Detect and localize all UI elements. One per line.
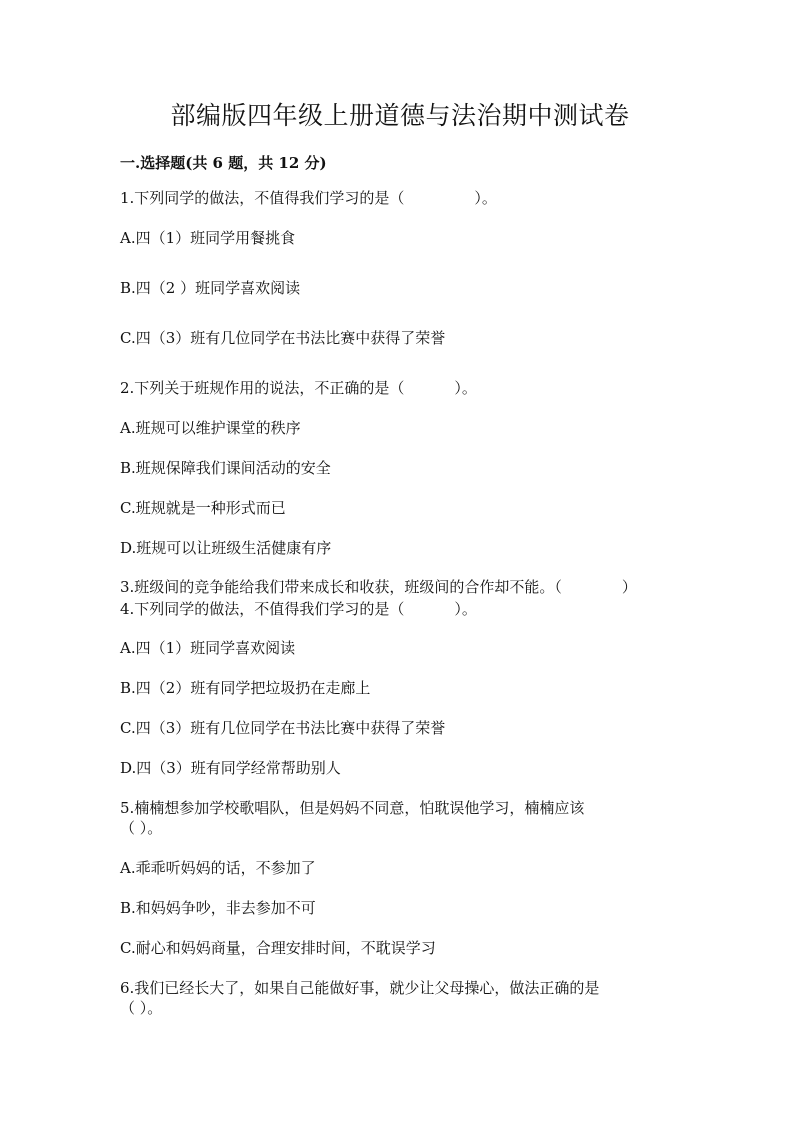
question-1-text: 1.下列同学的做法，不值得我们学习的是（ [120,189,405,207]
question-4-stem [120,599,477,619]
question-2-option-c: C.班规就是一种形式而已 [120,499,286,517]
question-3-text-end: ） [621,578,637,596]
question-4-text: 4.下列同学的做法，不值得我们学习的是（ [120,600,405,618]
question-6-stem-line-1: 6.我们已经长大了，如果自己能做好事，就少让父母操心，做法正确的是 [120,979,600,997]
section-heading: 一.选择题(共 6 题，共 12 分) [120,154,327,172]
question-1-option-b: B.四（2 ）班同学喜欢阅读 [120,279,301,297]
question-4-option-b: B.四（2）班有同学把垃圾扔在走廊上 [120,679,371,697]
question-2-stem [120,378,477,398]
question-2-option-b: B.班规保障我们课间活动的安全 [120,459,331,477]
question-4-option-d: D.四（3）班有同学经常帮助别人 [120,759,341,777]
question-6-stem-line-2: （ ）。 [120,999,163,1017]
question-2-option-d: D.班规可以让班级生活健康有序 [120,539,332,557]
question-5-stem-line-1: 5.楠楠想参加学校歌唱队，但是妈妈不同意，怕耽误他学习，楠楠应该 [120,799,585,817]
question-1-option-a: A.四（1）班同学用餐挑食 [120,229,296,247]
question-2-text-end: ）。 [454,379,477,397]
exam-title: 部编版四年级上册道德与法治期中测试卷 [170,101,630,130]
question-1-text-end: ）。 [474,189,497,207]
question-2-text: 2.下列关于班规作用的说法，不正确的是（ [120,379,405,397]
question-5-stem-line-2: （ ）。 [120,819,163,837]
question-3-stem [120,577,637,597]
question-5-option-c: C.耐心和妈妈商量，合理安排时间，不耽误学习 [120,939,436,957]
question-5-option-a: A.乖乖听妈妈的话，不参加了 [120,859,316,877]
question-1-stem [120,188,497,208]
question-3-text: 3.班级间的竞争能给我们带来成长和收获，班级间的合作却不能。（ [120,578,562,596]
question-4-option-c: C.四（3）班有几位同学在书法比赛中获得了荣誉 [120,719,446,737]
question-4-option-a: A.四（1）班同学喜欢阅读 [120,639,296,657]
question-5-option-b: B.和妈妈争吵，非去参加不可 [120,899,316,917]
question-1-option-c: C.四（3）班有几位同学在书法比赛中获得了荣誉 [120,329,446,347]
question-4-text-end: ）。 [454,600,477,618]
question-2-option-a: A.班规可以维护课堂的秩序 [120,419,301,437]
